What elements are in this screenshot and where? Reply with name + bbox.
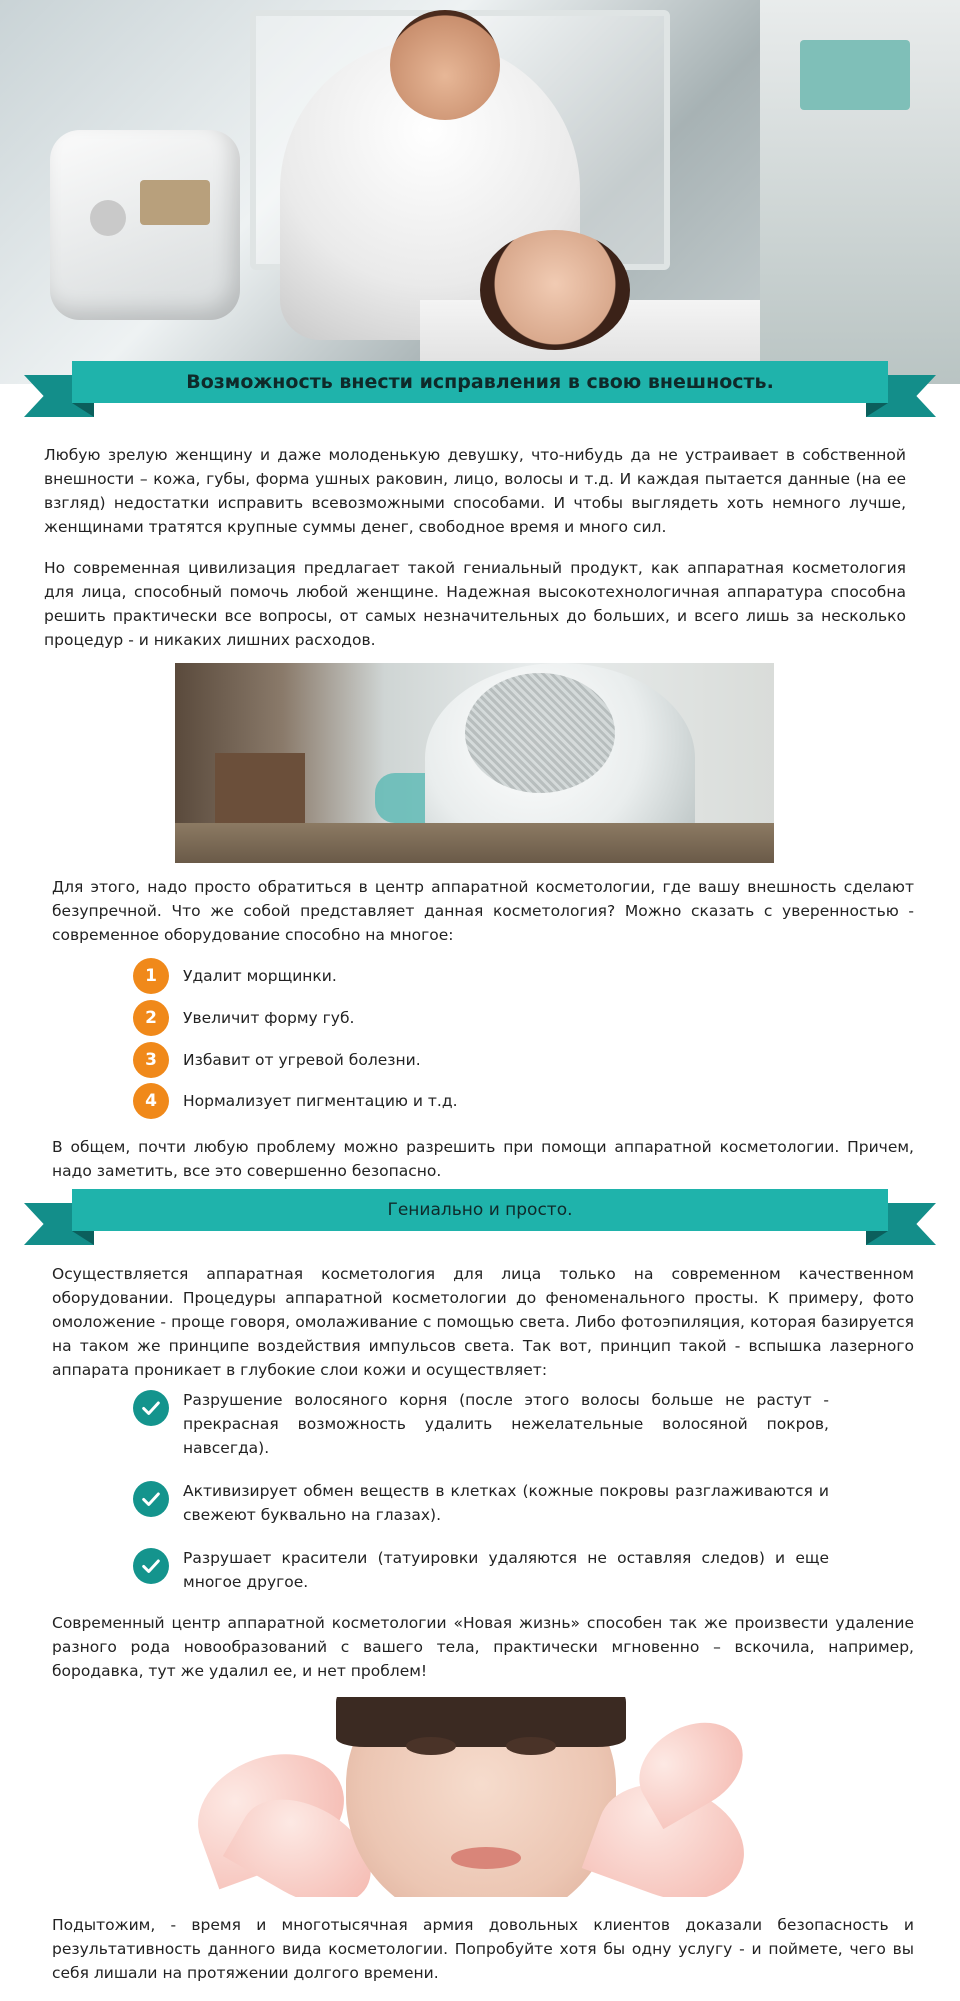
checkmark-icon — [133, 1481, 169, 1517]
banner-title: Гениально и просто. — [72, 1189, 888, 1231]
checkmark-icon — [133, 1390, 169, 1426]
woman-face-lilies-photo — [196, 1697, 756, 1897]
check-item-text: Разрушает красители (татуировки удаляются не оставляя следов) и еще многое другое. — [183, 1549, 829, 1591]
numbered-item — [133, 958, 337, 994]
number-badge: 3 — [133, 1042, 169, 1078]
section2-paragraph: Осуществляется аппаратная косметология для лица только на современном качественном оборудовании. Процедуры аппаратной косметологии до феноменального просты. К примеру, фото омоложение - проще говоря, омолаживание с помощью света. Либо фотоэпиляция, которая базируется на таком же принципе воздействия импульсов света. Так вот, принцип такой - вспышка лазерного аппарата проникает в глубокие слои кожи и осуществляет: — [52, 1265, 914, 1379]
numbered-item — [133, 1083, 458, 1119]
check-list-item — [133, 1479, 833, 1527]
doctor-head — [390, 10, 500, 120]
number-badge: 2 — [133, 1000, 169, 1036]
check-item-text: Активизирует обмен веществ в клетках (кожные покровы разглаживаются и свежеют буквально на глазах). — [183, 1482, 829, 1524]
numbered-item — [133, 1042, 421, 1078]
intro-paragraph-1: Любую зрелую женщину и даже молоденькую девушку, что-нибудь да не устраивает в собственной внешности – кожа, губы, форма ушных раковин, лицо, волосы и т.д. И каждая пытается данные (на ее взгляд) недостатки исправить всевозможными способами. И чтобы выглядеть хоть немного лучше, женщинами тратятся крупные суммы денег, свободное время и много сил. — [44, 446, 906, 536]
checkmark-icon — [133, 1548, 169, 1584]
spa-capsule-photo — [175, 663, 774, 863]
intro-paragraph-2: Но современная цивилизация предлагает такой гениальный продукт, как аппаратная косметология для лица, способный помочь любой женщине. Надежная высокотехнологичная аппаратура способна решить практически все вопросы, от самых незначительных до больших, и всего лишь за несколько процедур - и никаких лишних расходов. — [44, 559, 906, 649]
number-badge: 1 — [133, 958, 169, 994]
patient-face — [480, 230, 630, 350]
numbered-item-text: Увеличит форму губ. — [183, 1009, 355, 1027]
section1-summary: В общем, почти любую проблему можно разрешить при помощи аппаратной косметологии. Причем, надо заметить, все это совершенно безопасно. — [52, 1138, 914, 1180]
section-banner-1 — [24, 361, 936, 417]
cosmetology-device-left — [50, 130, 240, 320]
numbered-item-text: Нормализует пигментацию и т.д. — [183, 1092, 458, 1110]
numbered-item-text: Избавит от угревой болезни. — [183, 1051, 421, 1069]
check-list-item — [133, 1388, 833, 1460]
section2-paragraph-2: Современный центр аппаратной косметологии «Новая жизнь» способен так же произвести удаление разного рода новообразований с вашего тела, практически мгновенно – вскочила, например, бородавка, тут же удалил ее, и нет проблем! — [52, 1614, 914, 1680]
check-list-item — [133, 1546, 833, 1594]
cosmetology-device-right — [760, 0, 960, 384]
check-item-text: Разрушение волосяного корня (после этого волосы больше не растут - прекрасная возможность удалить нежелательные волосяной покров, навсегда). — [183, 1391, 829, 1457]
banner-title: Возможность внести исправления в свою внешность. — [72, 361, 888, 403]
section1-paragraph: Для этого, надо просто обратиться в центр аппаратной косметологии, где вашу внешность сделают безупречной. Что же собой представляет данная косметология? Можно сказать с уверенностью - современное оборудование способно на многое: — [52, 878, 914, 944]
numbered-item-text: Удалит морщинки. — [183, 967, 337, 985]
section-banner-2 — [24, 1189, 936, 1245]
numbered-item — [133, 1000, 354, 1036]
hero-photo-doctor-procedure — [0, 0, 960, 384]
conclusion-paragraph: Подытожим, - время и многотысячная армия довольных клиентов доказали безопасность и результативность данного вида косметологии. Попробуйте хотя бы одну услугу - и поймете, чего вы себя лишали на протяжении долгого времени. — [52, 1916, 914, 1982]
number-badge: 4 — [133, 1083, 169, 1119]
